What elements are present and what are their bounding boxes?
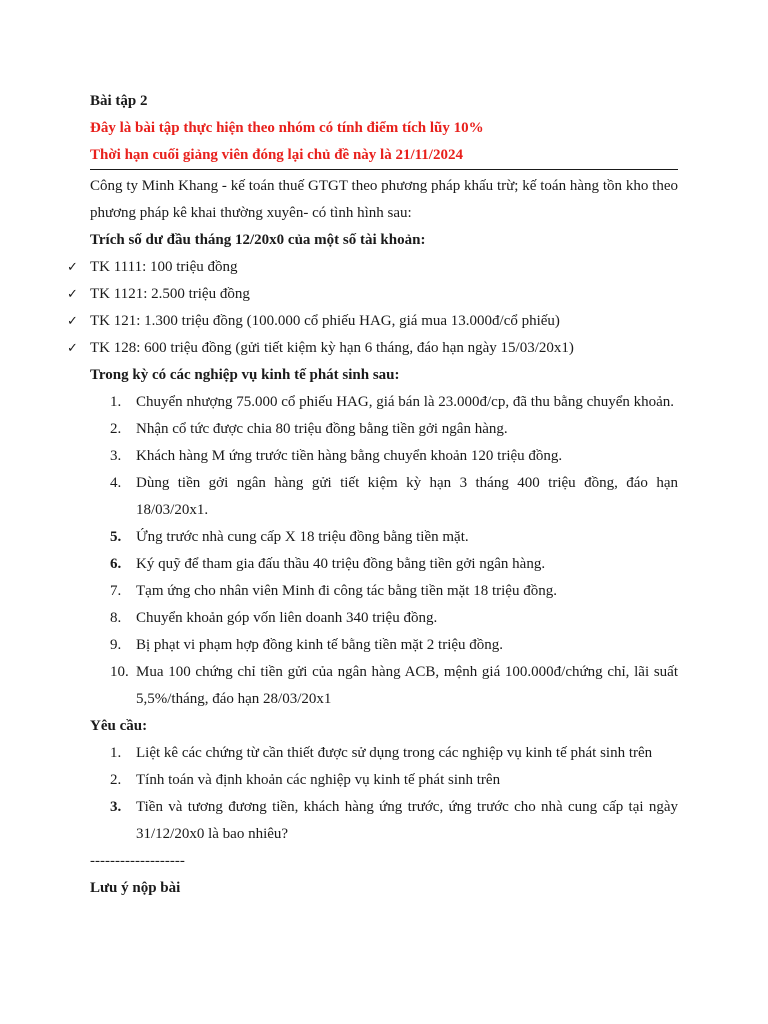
intro-paragraph: Công ty Minh Khang - kế toán thuế GTGT theo phương pháp khấu trừ; kế toán hàng tồn kho theo phương pháp kê khai thường xuyên- có tình hình sau: — [90, 178, 678, 221]
opening-balance-list — [67, 254, 678, 362]
separator-line: ------------------- — [90, 853, 185, 869]
balance-item — [67, 335, 678, 362]
requirement-number: 1. — [110, 745, 122, 761]
transaction-number: 1. — [110, 394, 122, 410]
document-page — [67, 88, 678, 902]
transaction-text: Dùng tiền gởi ngân hàng gửi tiết kiệm kỳ hạn 3 tháng 400 triệu đồng, đáo hạn 18/03/20x1. — [136, 475, 678, 518]
transaction-number: 8. — [110, 610, 122, 626]
transaction-number: 7. — [110, 583, 122, 599]
requirements-list — [90, 740, 678, 848]
transaction-number: 4. — [110, 475, 122, 491]
requirements-title: Yêu cầu: — [90, 718, 148, 734]
transaction-text: Chuyển nhượng 75.000 cổ phiếu HAG, giá bán là 23.000đ/cp, đã thu bằng chuyển khoản. — [136, 394, 675, 410]
transaction-number: 10. — [110, 664, 129, 680]
opening-balance-title: Trích số dư đầu tháng 12/20x0 của một số tài khoản: — [90, 232, 426, 248]
transaction-text: Mua 100 chứng chỉ tiền gửi của ngân hàng ACB, mệnh giá 100.000đ/chứng chỉ, lãi suất 5,5%/tháng, đáo hạn 28/03/20x1 — [136, 664, 678, 707]
transactions-title: Trong kỳ có các nghiệp vụ kinh tế phát sinh sau: — [90, 367, 400, 383]
balance-text: TK 1111: 100 triệu đồng — [90, 259, 238, 275]
transaction-text: Tạm ứng cho nhân viên Minh đi công tác bằng tiền mặt 18 triệu đồng. — [136, 583, 557, 599]
transaction-item — [90, 470, 678, 524]
group-notice: Đây là bài tập thực hiện theo nhóm có tính điểm tích lũy 10% — [90, 120, 484, 136]
balance-text: TK 121: 1.300 triệu đồng (100.000 cổ phiếu HAG, giá mua 13.000đ/cổ phiếu) — [90, 313, 560, 329]
transaction-text: Chuyển khoản góp vốn liên doanh 340 triệu đồng. — [136, 610, 438, 626]
transaction-number: 2. — [110, 421, 122, 437]
transactions-list — [90, 389, 678, 713]
transaction-number: 9. — [110, 637, 122, 653]
transaction-text: Ứng trước nhà cung cấp X 18 triệu đồng bằng tiền mặt. — [136, 529, 469, 545]
requirement-text: Tiền và tương đương tiền, khách hàng ứng trước, ứng trước cho nhà cung cấp tại ngày 31/12/20x0 là bao nhiêu? — [136, 799, 678, 842]
checkmark-icon: ✓ — [67, 314, 78, 329]
transaction-item — [90, 659, 678, 713]
exercise-heading: Bài tập 2 — [90, 93, 148, 109]
transaction-number: 6. — [110, 556, 122, 572]
balance-item — [67, 254, 678, 281]
transaction-item — [90, 551, 678, 578]
balance-item — [67, 281, 678, 308]
transaction-item — [90, 443, 678, 470]
requirement-item — [90, 794, 678, 848]
transaction-text: Ký quỹ để tham gia đấu thầu 40 triệu đồng bằng tiền gởi ngân hàng. — [136, 556, 546, 572]
transaction-item — [90, 578, 678, 605]
balance-text: TK 1121: 2.500 triệu đồng — [90, 286, 250, 302]
transaction-item — [90, 389, 678, 416]
deadline-notice: Thời hạn cuối giảng viên đóng lại chủ đề này là 21/11/2024 — [90, 147, 463, 163]
transaction-item — [90, 605, 678, 632]
requirement-item — [90, 740, 678, 767]
transaction-number: 5. — [110, 529, 122, 545]
requirement-item — [90, 767, 678, 794]
requirement-text: Tính toán và định khoản các nghiệp vụ kinh tế phát sinh trên — [136, 772, 501, 788]
transaction-text: Nhận cổ tức được chia 80 triệu đồng bằng tiền gởi ngân hàng. — [136, 421, 508, 437]
transaction-text: Bị phạt vi phạm hợp đồng kinh tế bằng tiền mặt 2 triệu đồng. — [136, 637, 504, 653]
balance-text: TK 128: 600 triệu đồng (gửi tiết kiệm kỳ hạn 6 tháng, đáo hạn ngày 15/03/20x1) — [90, 340, 574, 356]
transaction-item — [90, 524, 678, 551]
submission-note-heading: Lưu ý nộp bài — [90, 880, 181, 896]
balance-item — [67, 308, 678, 335]
requirement-number: 2. — [110, 772, 122, 788]
transaction-number: 3. — [110, 448, 122, 464]
transaction-item — [90, 416, 678, 443]
transaction-item — [90, 632, 678, 659]
requirement-number: 3. — [110, 799, 122, 815]
transaction-text: Khách hàng M ứng trước tiền hàng bằng chuyển khoản 120 triệu đồng. — [136, 448, 563, 464]
checkmark-icon: ✓ — [67, 260, 78, 275]
requirement-text: Liệt kê các chứng từ cần thiết được sử dụng trong các nghiệp vụ kinh tế phát sinh trên — [136, 745, 653, 761]
checkmark-icon: ✓ — [67, 341, 78, 356]
horizontal-rule — [90, 169, 678, 170]
checkmark-icon: ✓ — [67, 287, 78, 302]
